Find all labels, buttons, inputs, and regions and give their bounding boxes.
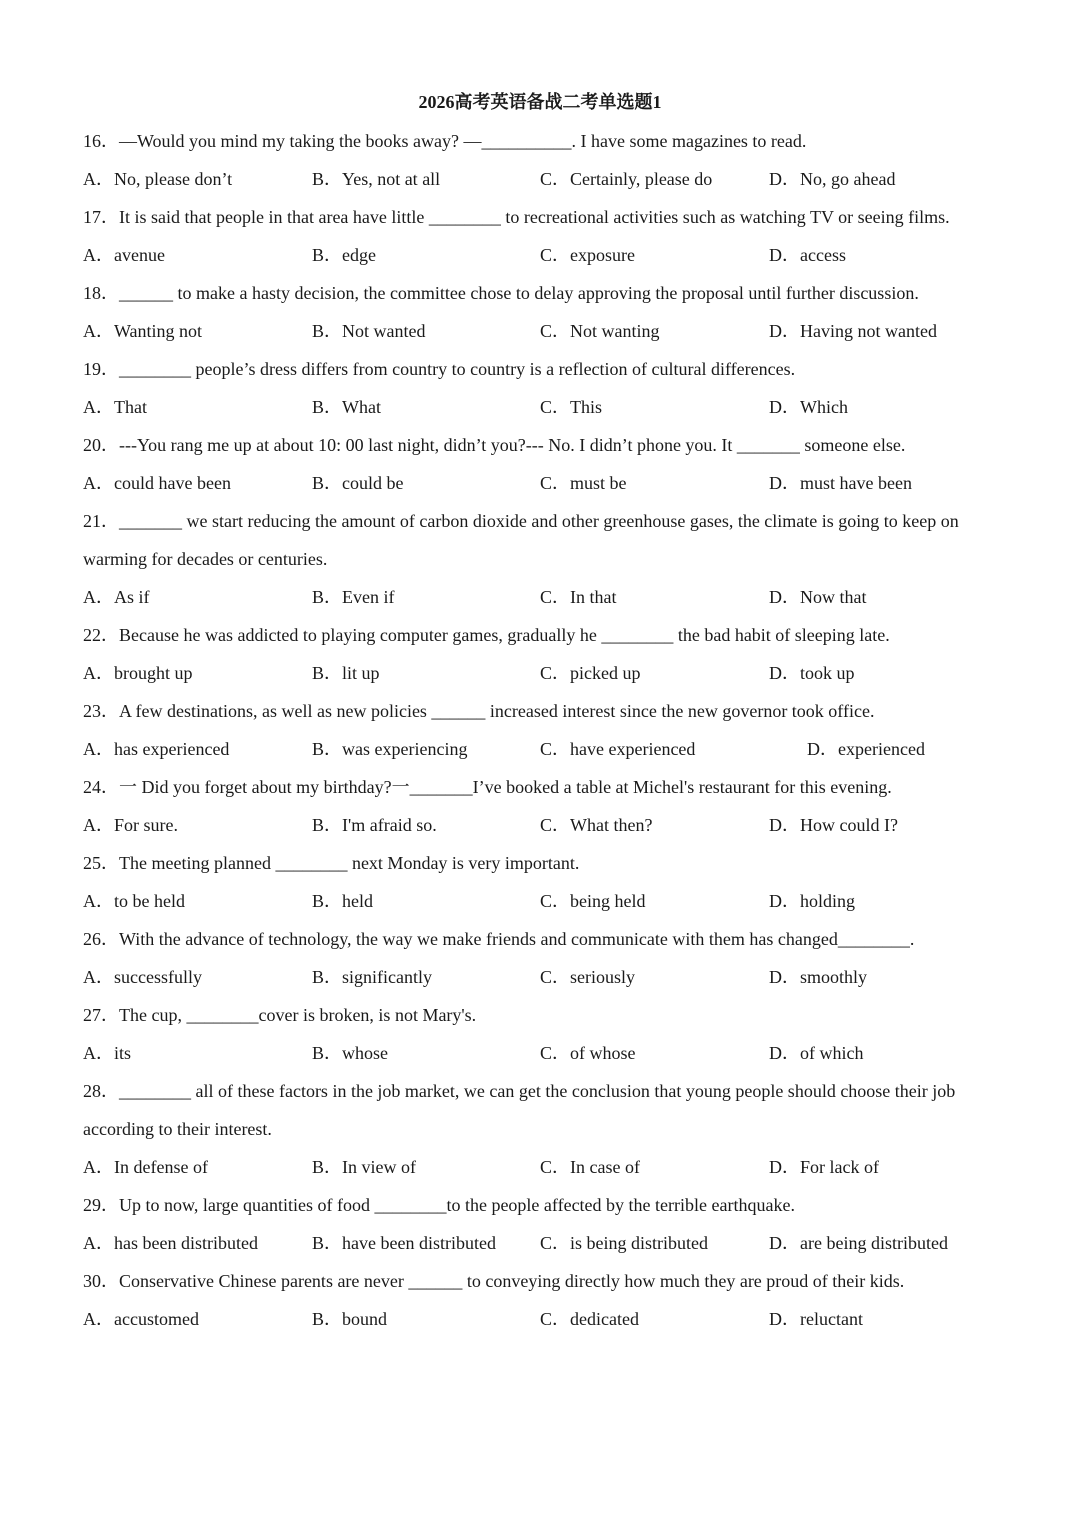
option-row bbox=[83, 578, 1003, 616]
option-b: B．significantly bbox=[312, 967, 432, 987]
option-c: C．exposure bbox=[540, 245, 635, 265]
option-c: C．seriously bbox=[540, 967, 636, 987]
question-19 bbox=[83, 350, 1003, 426]
option-a: A．brought up bbox=[83, 663, 193, 683]
option-b: B．lit up bbox=[312, 663, 380, 683]
option-row bbox=[83, 806, 1003, 844]
option-b: B．was experiencing bbox=[312, 739, 468, 759]
option-d: D．took up bbox=[769, 663, 855, 683]
option-row bbox=[83, 1224, 1003, 1262]
option-b: B．have been distributed bbox=[312, 1233, 496, 1253]
question-stem: 27．The cup, ________cover is broken, is not Mary's. bbox=[83, 1005, 477, 1025]
option-d: D．reluctant bbox=[769, 1309, 863, 1329]
option-row bbox=[83, 312, 1003, 350]
option-a: A．could have been bbox=[83, 473, 231, 493]
option-d: D．access bbox=[769, 245, 846, 265]
option-row bbox=[83, 160, 1003, 198]
option-c: C．must be bbox=[540, 473, 627, 493]
option-c: C．Certainly, please do bbox=[540, 169, 713, 189]
option-a: A．accustomed bbox=[83, 1309, 199, 1329]
option-d: D．of which bbox=[769, 1043, 864, 1063]
option-b: B．whose bbox=[312, 1043, 388, 1063]
option-c: C．is being distributed bbox=[540, 1233, 708, 1253]
question-17 bbox=[83, 198, 1003, 274]
option-c: C．of whose bbox=[540, 1043, 636, 1063]
option-a: A．That bbox=[83, 397, 147, 417]
option-c: C．In that bbox=[540, 587, 617, 607]
option-d: D．holding bbox=[769, 891, 856, 911]
question-26 bbox=[83, 920, 1003, 996]
question-28 bbox=[83, 1072, 1003, 1186]
question-stem: 30．Conservative Chinese parents are never ______ to conveying directly how much they are proud of their kids. bbox=[83, 1271, 905, 1291]
question-stem: 19．________ people’s dress differs from country to country is a reflection of cultural differences. bbox=[83, 359, 796, 379]
question-20 bbox=[83, 426, 1003, 502]
question-21 bbox=[83, 502, 1003, 616]
option-a: A．As if bbox=[83, 587, 150, 607]
question-stem: 26．With the advance of technology, the way we make friends and communicate with them has changed________. bbox=[83, 929, 915, 949]
option-a: A．No, please don’t bbox=[83, 169, 233, 189]
option-d: D．No, go ahead bbox=[769, 169, 896, 189]
option-row bbox=[83, 1300, 1003, 1338]
option-row bbox=[83, 464, 1003, 502]
option-a: A．In defense of bbox=[83, 1157, 208, 1177]
option-c: C．In case of bbox=[540, 1157, 640, 1177]
option-row bbox=[83, 882, 1003, 920]
option-a: A．For sure. bbox=[83, 815, 178, 835]
option-b: B．Yes, not at all bbox=[312, 169, 441, 189]
option-b: B．bound bbox=[312, 1309, 388, 1329]
question-stem: 21．_______ we start reducing the amount of carbon dioxide and other greenhouse gases, the climate is going to keep on warming for decades or centuries. bbox=[83, 511, 959, 569]
question-29 bbox=[83, 1186, 1003, 1262]
option-a: A．has been distributed bbox=[83, 1233, 258, 1253]
question-27 bbox=[83, 996, 1003, 1072]
option-d: D．For lack of bbox=[769, 1157, 879, 1177]
option-b: B．held bbox=[312, 891, 373, 911]
option-row bbox=[83, 236, 1003, 274]
option-c: C．This bbox=[540, 397, 603, 417]
question-stem: 24．一 Did you forget about my birthday?一_______I’ve booked a table at Michel's restaurant for this evening. bbox=[83, 777, 892, 797]
option-a: A．avenue bbox=[83, 245, 165, 265]
option-c: C．dedicated bbox=[540, 1309, 639, 1329]
question-stem: 29．Up to now, large quantities of food ________to the people affected by the terrible earthquake. bbox=[83, 1195, 795, 1215]
option-b: B．could be bbox=[312, 473, 404, 493]
question-stem: 20．---You rang me up at about 10: 00 last night, didn’t you?--- No. I didn’t phone you. It _______ someone else. bbox=[83, 435, 906, 455]
question-24 bbox=[83, 768, 1003, 844]
option-b: B．I'm afraid so. bbox=[312, 815, 437, 835]
option-d: D．experienced bbox=[807, 739, 925, 759]
option-d: D．Which bbox=[769, 397, 848, 417]
option-row bbox=[83, 1034, 1003, 1072]
option-a: A．has experienced bbox=[83, 739, 230, 759]
option-a: A．its bbox=[83, 1043, 132, 1063]
option-a: A．to be held bbox=[83, 891, 185, 911]
option-b: B．In view of bbox=[312, 1157, 416, 1177]
option-b: B．edge bbox=[312, 245, 376, 265]
option-b: B．Not wanted bbox=[312, 321, 426, 341]
option-d: D．must have been bbox=[769, 473, 912, 493]
option-c: C．have experienced bbox=[540, 739, 696, 759]
question-list bbox=[83, 122, 1003, 1338]
option-d: D．Having not wanted bbox=[769, 321, 937, 341]
question-stem: 22．Because he was addicted to playing computer games, gradually he ________ the bad habit of sleeping late. bbox=[83, 625, 890, 645]
option-row bbox=[83, 958, 1003, 996]
question-22 bbox=[83, 616, 1003, 692]
option-d: D．Now that bbox=[769, 587, 867, 607]
option-a: A．Wanting not bbox=[83, 321, 203, 341]
option-c: C．What then? bbox=[540, 815, 653, 835]
document-title: 2026高考英语备战二考单选题1 bbox=[418, 92, 662, 112]
option-d: D．smoothly bbox=[769, 967, 868, 987]
question-23 bbox=[83, 692, 1003, 768]
question-stem: 25．The meeting planned ________ next Monday is very important. bbox=[83, 853, 580, 873]
option-row bbox=[83, 730, 1003, 768]
option-row bbox=[83, 654, 1003, 692]
option-b: B．What bbox=[312, 397, 381, 417]
question-stem: 28．________ all of these factors in the job market, we can get the conclusion that young people should choose their job according to their interest. bbox=[83, 1081, 956, 1139]
option-a: A．successfully bbox=[83, 967, 202, 987]
question-16 bbox=[83, 122, 1003, 198]
option-d: D．How could I? bbox=[769, 815, 898, 835]
option-c: C．being held bbox=[540, 891, 646, 911]
option-row bbox=[83, 1148, 1003, 1186]
question-stem: 17．It is said that people in that area have little ________ to recreational activities such as watching TV or seeing films. bbox=[83, 207, 950, 227]
option-c: C．picked up bbox=[540, 663, 641, 683]
question-stem: 18．______ to make a hasty decision, the committee chose to delay approving the proposal until further discussion. bbox=[83, 283, 919, 303]
option-row bbox=[83, 388, 1003, 426]
option-b: B．Even if bbox=[312, 587, 395, 607]
question-25 bbox=[83, 844, 1003, 920]
question-30 bbox=[83, 1262, 1003, 1338]
option-c: C．Not wanting bbox=[540, 321, 660, 341]
option-d: D．are being distributed bbox=[769, 1233, 948, 1253]
question-18 bbox=[83, 274, 1003, 350]
question-stem: 23．A few destinations, as well as new policies ______ increased interest since the new governor took office. bbox=[83, 701, 875, 721]
question-stem: 16．—Would you mind my taking the books away? —__________. I have some magazines to read. bbox=[83, 131, 807, 151]
